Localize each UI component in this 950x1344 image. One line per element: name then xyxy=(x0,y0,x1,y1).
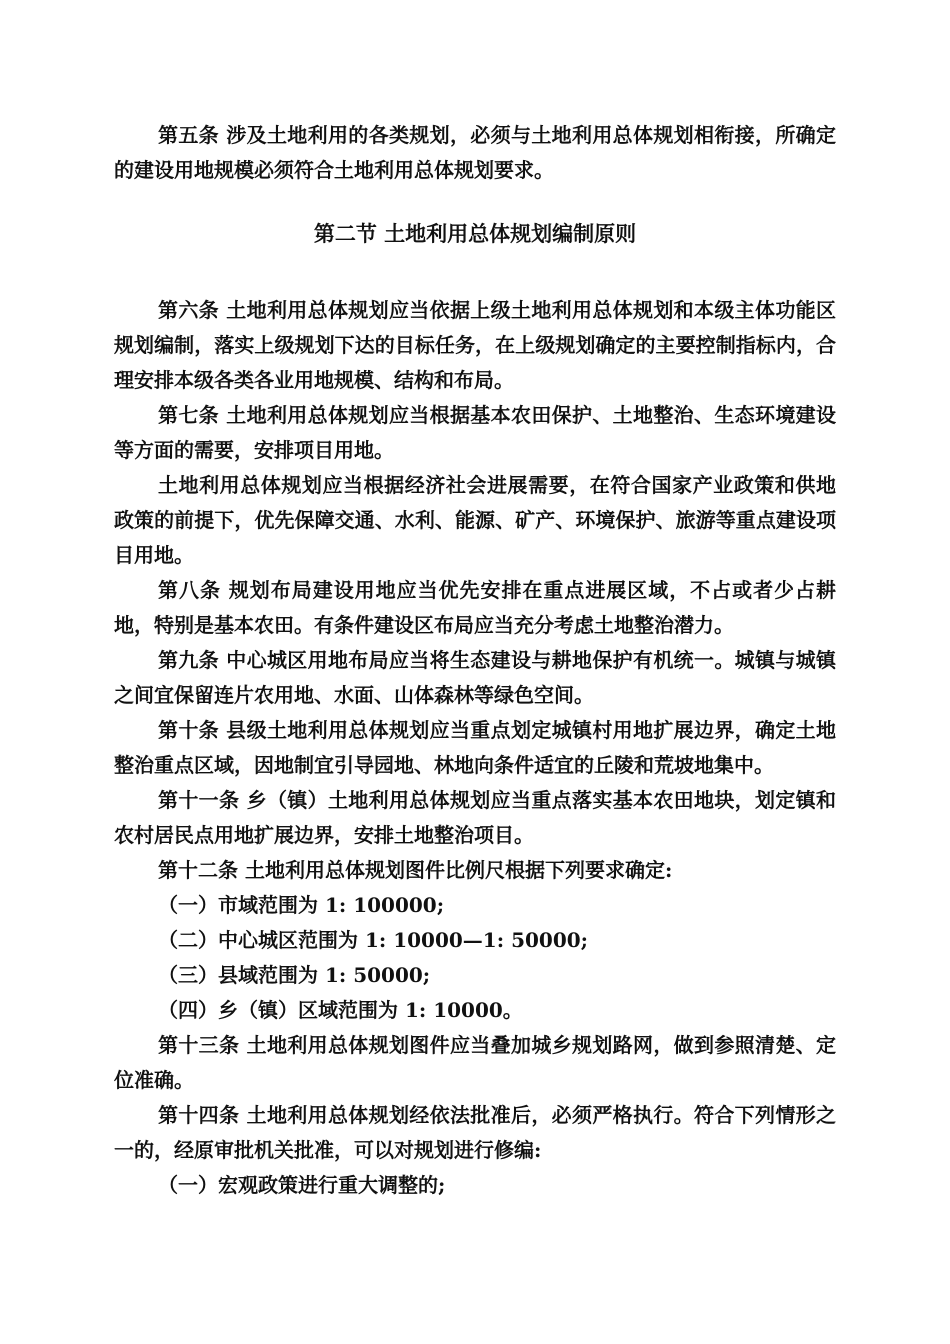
article-12-item: （二）中心城区范围为 1: 10000—1: 50000; xyxy=(158,928,589,952)
article-14: 第十四条 土地利用总体规划经依法批准后，必须严格执行。符合下列情形之一的，经原审批机关批准，可以对规划进行修编: xyxy=(114,1103,836,1162)
article-12: 第十二条 土地利用总体规划图件比例尺根据下列要求确定: xyxy=(158,858,673,882)
spacer xyxy=(114,188,836,216)
article-11: 第十一条 乡（镇）土地利用总体规划应当重点落实基本农田地块，划定镇和农村居民点用地扩展边界，安排土地整治项目。 xyxy=(114,788,836,847)
article-5: 第五条 涉及土地利用的各类规划，必须与土地利用总体规划相衔接，所确定的建设用地规模必须符合土地利用总体规划要求。 xyxy=(114,123,836,182)
article-7: 第七条 土地利用总体规划应当根据基本农田保护、土地整治、生态环境建设等方面的需要，安排项目用地。 xyxy=(114,403,836,462)
article-12-item: （三）县域范围为 1: 50000; xyxy=(158,963,431,987)
article-6: 第六条 土地利用总体规划应当依据上级土地利用总体规划和本级主体功能区规划编制，落实上级规划下达的目标任务，在上级规划确定的主要控制指标内，合理安排本级各类各业用地规模、结构和布局。 xyxy=(114,298,836,392)
article-14-item: （一）宏观政策进行重大调整的; xyxy=(158,1173,446,1197)
article-10: 第十条 县级土地利用总体规划应当重点划定城镇村用地扩展边界，确定土地整治重点区域，因地制宜引导园地、林地向条件适宜的丘陵和荒坡地集中。 xyxy=(114,718,836,777)
section-heading: 第二节 土地利用总体规划编制原则 xyxy=(313,221,637,246)
article-8: 第八条 规划布局建设用地应当优先安排在重点进展区域，不占或者少占耕地，特别是基本农田。有条件建设区布局应当充分考虑土地整治潜力。 xyxy=(114,578,836,637)
article-13: 第十三条 土地利用总体规划图件应当叠加城乡规划路网，做到参照清楚、定位准确。 xyxy=(114,1033,836,1092)
document-page xyxy=(114,118,836,1203)
spacer xyxy=(114,251,836,293)
article-9: 第九条 中心城区用地布局应当将生态建设与耕地保护有机统一。城镇与城镇之间宜保留连片农用地、水面、山体森林等绿色空间。 xyxy=(114,648,836,707)
article-7-paragraph-2: 土地利用总体规划应当根据经济社会进展需要，在符合国家产业政策和供地政策的前提下，优先保障交通、水利、能源、矿产、环境保护、旅游等重点建设项目用地。 xyxy=(114,473,836,567)
article-12-item: （四）乡（镇）区域范围为 1: 10000。 xyxy=(158,998,523,1022)
article-12-item: （一）市域范围为 1: 100000; xyxy=(158,893,445,917)
